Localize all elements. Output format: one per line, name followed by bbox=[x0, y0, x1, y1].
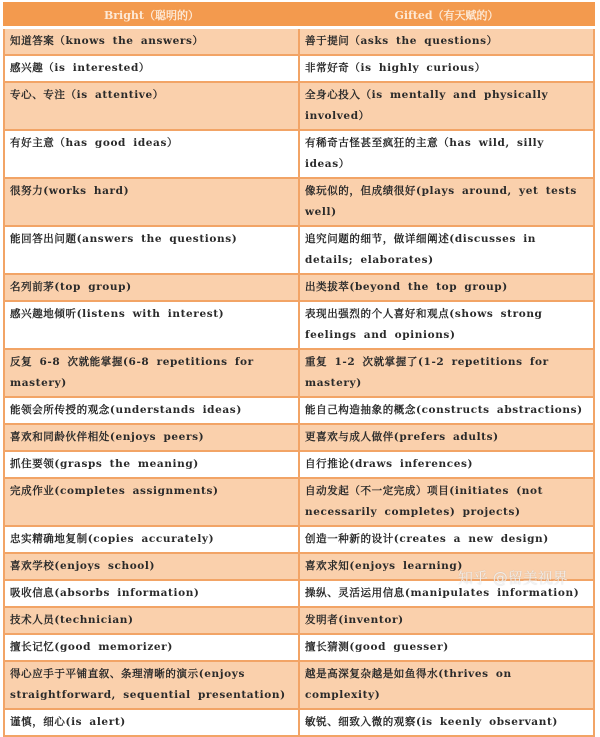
gifted-cell: 有稀奇古怪甚至疯狂的主意（has wild, silly ideas） bbox=[299, 130, 594, 178]
gifted-cell: 追究问题的细节，做详细阐述(discusses in details; elaborates) bbox=[299, 226, 594, 274]
table-row bbox=[4, 178, 594, 226]
table-row bbox=[4, 478, 594, 526]
bright-cell: 得心应手于平铺直叙、条理清晰的演示(enjoys straightforward, sequential presentation) bbox=[4, 661, 299, 709]
table-row bbox=[4, 274, 594, 301]
bright-cell: 抓住要领(grasps the meaning) bbox=[4, 451, 299, 478]
header-row bbox=[4, 3, 594, 28]
watermark: 知乎 @留美视界 bbox=[458, 569, 568, 587]
table-row bbox=[4, 634, 594, 661]
bright-cell: 能回答出问题(answers the questions) bbox=[4, 226, 299, 274]
table-row bbox=[4, 349, 594, 397]
gifted-cell: 像玩似的，但成绩很好(plays around, yet tests well) bbox=[299, 178, 594, 226]
gifted-cell: 非常好奇（is highly curious） bbox=[299, 55, 594, 82]
table-row bbox=[4, 424, 594, 451]
bright-cell: 忠实精确地复制(copies accurately) bbox=[4, 526, 299, 553]
bright-cell: 有好主意（has good ideas） bbox=[4, 130, 299, 178]
gifted-cell: 自动发起（不一定完成）项目(initiates (not necessarily completes) projects) bbox=[299, 478, 594, 526]
gifted-cell: 出类拔萃(beyond the top group) bbox=[299, 274, 594, 301]
table-row bbox=[4, 397, 594, 424]
gifted-cell: 善于提问（asks the questions） bbox=[299, 28, 594, 56]
bright-cell: 反复 6-8 次就能掌握(6-8 repetitions for mastery) bbox=[4, 349, 299, 397]
table-row bbox=[4, 55, 594, 82]
bright-cell: 名列前茅(top group) bbox=[4, 274, 299, 301]
gifted-cell: 发明者(inventor) bbox=[299, 607, 594, 634]
bright-cell: 很努力(works hard) bbox=[4, 178, 299, 226]
bright-cell: 谨慎，细心(is alert) bbox=[4, 709, 299, 736]
bright-cell: 喜欢和同龄伙伴相处(enjoys peers) bbox=[4, 424, 299, 451]
bright-cell: 感兴趣（is interested） bbox=[4, 55, 299, 82]
gifted-cell: 表现出强烈的个人喜好和观点(shows strong feelings and opinions) bbox=[299, 301, 594, 349]
bright-cell: 完成作业(completes assignments) bbox=[4, 478, 299, 526]
gifted-cell: 越是高深复杂越是如鱼得水(thrives on complexity) bbox=[299, 661, 594, 709]
gifted-cell: 能自己构造抽象的概念(constructs abstractions) bbox=[299, 397, 594, 424]
gifted-cell: 自行推论(draws inferences) bbox=[299, 451, 594, 478]
table-body bbox=[4, 28, 594, 737]
bright-cell: 感兴趣地倾听(listens with interest) bbox=[4, 301, 299, 349]
table-row bbox=[4, 301, 594, 349]
table-row bbox=[4, 451, 594, 478]
gifted-cell: 操纵、灵活运用信息(manipulates information) bbox=[299, 580, 594, 607]
bright-cell: 专心、专注（is attentive） bbox=[4, 82, 299, 130]
gifted-cell: 全身心投入（is mentally and physically involved） bbox=[299, 82, 594, 130]
bright-vs-gifted-table bbox=[3, 2, 595, 737]
bright-cell: 能领会所传授的观念(understands ideas) bbox=[4, 397, 299, 424]
table-row bbox=[4, 607, 594, 634]
bright-cell: 擅长记忆(good memorizer) bbox=[4, 634, 299, 661]
table-row bbox=[4, 226, 594, 274]
gifted-cell: 重复 1-2 次就掌握了(1-2 repetitions for mastery) bbox=[299, 349, 594, 397]
table-row bbox=[4, 661, 594, 709]
header-bright: Bright（聪明的） bbox=[4, 3, 299, 28]
gifted-cell: 创造一种新的设计(creates a new design) bbox=[299, 526, 594, 553]
table-row bbox=[4, 130, 594, 178]
table-row bbox=[4, 526, 594, 553]
table-row bbox=[4, 82, 594, 130]
bright-cell: 吸收信息(absorbs information) bbox=[4, 580, 299, 607]
header-gifted: Gifted（有天赋的） bbox=[299, 3, 594, 28]
gifted-cell: 敏锐、细致入微的观察(is keenly observant) bbox=[299, 709, 594, 736]
bright-cell: 知道答案（knows the answers） bbox=[4, 28, 299, 56]
gifted-cell: 更喜欢与成人做伴(prefers adults) bbox=[299, 424, 594, 451]
table-row bbox=[4, 28, 594, 56]
bright-cell: 喜欢学校(enjoys school) bbox=[4, 553, 299, 580]
gifted-cell: 喜欢求知(enjoys learning) bbox=[299, 553, 594, 580]
bright-cell: 技术人员(technician) bbox=[4, 607, 299, 634]
gifted-cell: 擅长猜测(good guesser) bbox=[299, 634, 594, 661]
table-row bbox=[4, 709, 594, 736]
